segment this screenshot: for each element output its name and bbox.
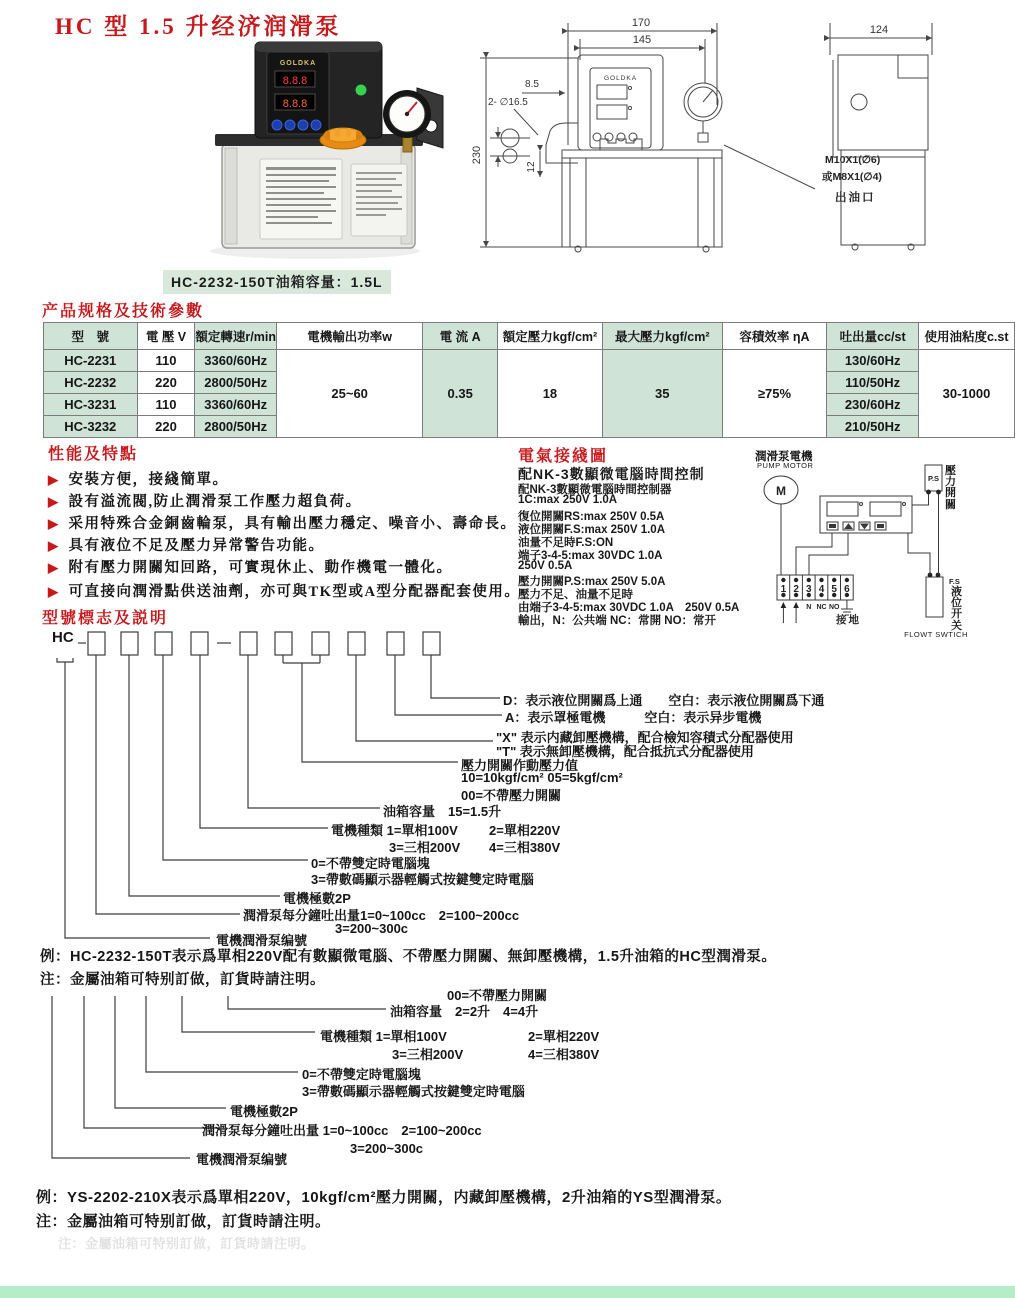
wiring-line: 250V 0.5A: [518, 560, 573, 572]
model2-clipped-text: 00=不帶壓力開關: [447, 988, 548, 1003]
cell-voltage: 220: [137, 372, 195, 394]
col-header-max-pressure: 最大壓力kgf/cm²: [602, 323, 722, 350]
ghost-note-text: 注：金屬油箱可特别訂做，訂貨時請注明。: [58, 1236, 315, 1251]
bullet-triangle-icon: ▶: [48, 494, 60, 509]
bullet-triangle-icon: ▶: [48, 516, 60, 531]
terminal-number: 5: [831, 584, 837, 595]
filler-cap: [320, 128, 366, 149]
cell-viscosity: 30-1000: [919, 350, 1015, 438]
feature-text: 可直接向潤滑點供送油劑，亦可與TK型或A型分配器配套使用。: [68, 584, 521, 600]
specs-section-title: 产品规格及技術參數: [42, 303, 205, 320]
wiring-diagram: [748, 443, 1015, 643]
model2-label-motor1: 電機種類 1=單相100V: [320, 1029, 447, 1044]
photo-brand-text: GOLDKA: [279, 60, 317, 67]
feature-text: 設有溢流閥,防止潤滑泵工作壓力超負荷。: [68, 494, 362, 510]
dim-holes: 2- ∅16.5: [488, 97, 528, 108]
level-switch-vertical-label: 液位开关: [951, 586, 962, 632]
wiring-line: 壓力不足、油量不足時: [518, 589, 633, 601]
model1-label-discharge: 潤滑泵每分鐘吐出量1=0~100cc 2=100~200cc: [243, 908, 520, 923]
thread-label-2: 或M8X1(∅4): [822, 171, 882, 183]
model1-label-timer0: 0=不帶雙定時電腦塊: [311, 856, 430, 871]
model1-label-x: "X" 表示内藏卸壓機構，配合檢知容積式分配器使用: [496, 730, 794, 745]
col-header-efficiency: 容積效率 ηA: [722, 323, 827, 350]
model1-label-motor2: 2=單相220V: [489, 823, 561, 838]
model1-label-t: "T" 表示無卸壓機構，配合抵抗式分配器使用: [496, 744, 754, 759]
model1-label-discharge3: 3=200~300c: [335, 921, 409, 936]
cell-max-pressure: 35: [602, 350, 722, 438]
spec-table: [43, 322, 1015, 438]
feature-item: [48, 534, 325, 555]
cell-speed: 3360/60Hz: [195, 350, 277, 372]
cell-model: HC-2231: [44, 350, 138, 372]
motor-m-label: M: [776, 484, 786, 498]
wiring-line: 壓力開關P.S:max 250V 5.0A: [518, 576, 666, 588]
display-digits-bottom: 8.8.8: [282, 98, 308, 110]
pressure-switch-vertical-label: 壓力開關: [945, 465, 956, 511]
cell-efficiency: ≥75%: [722, 350, 827, 438]
model1-label-pressure-title: 壓力開關作動壓力值: [461, 758, 579, 773]
cell-output: 210/50Hz: [827, 416, 919, 438]
wiring-line: 1C:max 250V 1.0A: [518, 494, 618, 506]
feature-text: 采用特殊合金銅齒輪泵，具有輸出壓力穩定、噪音小、壽命長。: [68, 516, 517, 532]
model1-label-timer3: 3=帶數碼顯示器輕觸式按鍵雙定時電腦: [311, 872, 534, 887]
model2-label-tank: 油箱容量 2=2升 4=4升: [390, 1004, 539, 1019]
wiring-line: 復位開關RS:max 250V 0.5A: [518, 511, 665, 523]
outlet-label: 出油口: [835, 192, 876, 204]
col-header-speed: 額定轉速r/min: [195, 323, 277, 350]
feature-item: [48, 490, 362, 511]
dim-145: 145: [632, 34, 652, 46]
cell-voltage: 110: [137, 394, 195, 416]
bullet-triangle-icon: ▶: [48, 584, 60, 599]
model2-label-motor3: 3=三相200V: [392, 1047, 464, 1062]
cell-output: 230/60Hz: [827, 394, 919, 416]
wiring-line: 輸出，N：公共端 NC：常開 NO：常开: [518, 615, 717, 627]
model2-label-timer0: 0=不帶雙定時電腦塊: [302, 1067, 421, 1082]
fs-label: F.S: [949, 577, 960, 586]
thread-label-1: M10X1(∅6): [825, 154, 881, 166]
cell-speed: 2800/50Hz: [195, 372, 277, 394]
pump-motor-label-cn: 潤滑泵電機: [755, 451, 813, 463]
cell-rated-pressure: 18: [498, 350, 603, 438]
col-header-viscosity: 使用油粘度c.st: [919, 323, 1015, 350]
cell-voltage: 220: [137, 416, 195, 438]
model1-note: 注：金屬油箱可特别訂做，訂貨時請注明。: [40, 972, 325, 988]
ground-label: 接地: [836, 614, 861, 626]
bullet-triangle-icon: ▶: [48, 538, 60, 553]
cell-speed: 3360/60Hz: [195, 394, 277, 416]
dim-12: 12: [526, 161, 537, 173]
model1-label-motor4: 4=三相380V: [489, 840, 561, 855]
feature-text: 安裝方便，接綫簡單。: [68, 472, 229, 488]
model1-label-serial: 電機潤滑泵编號: [216, 933, 308, 948]
dim-230: 230: [471, 145, 483, 165]
footer-green-bar: [0, 1286, 1015, 1298]
model2-label-motor4: 4=三相380V: [528, 1047, 600, 1062]
wiring-section-title: 電氣接綫圖: [518, 448, 609, 465]
col-header-rated-pressure: 額定壓力kgf/cm²: [498, 323, 603, 350]
cell-power: 25~60: [276, 350, 422, 438]
wiring-line: 油量不足時F.S:ON: [518, 537, 614, 549]
display-digits-top: 8.8.8: [282, 75, 308, 87]
wiring-line-bold: 配NK-3數顯微電腦時間控制: [518, 466, 705, 482]
bullet-triangle-icon: ▶: [48, 560, 60, 575]
drawing-brand: GOLDKA: [603, 75, 638, 82]
technical-drawing: [470, 5, 1015, 267]
feature-item: [48, 556, 453, 577]
model1-label-poles: 電機極數2P: [283, 891, 351, 906]
model2-label-poles: 電機極數2P: [230, 1104, 298, 1119]
model1-example: 例：HC-2232-150T表示爲單相220V配有數顯微電腦、不帶壓力開關、無卸壓機構，1.5升油箱的HC型潤滑泵。: [40, 949, 777, 965]
model2-label-discharge: 潤滑泵每分鐘吐出量 1=0~100cc 2=100~200cc: [202, 1123, 482, 1138]
wiring-line: 端子3-4-5:max 30VDC 1.0A: [518, 550, 663, 562]
cell-output: 130/60Hz: [827, 350, 919, 372]
model1-prefix: HC: [52, 629, 74, 646]
col-header-voltage: 電 壓 V: [137, 323, 195, 350]
model1-label-motor1: 電機種類 1=單相100V: [331, 823, 458, 838]
terminal-number: 6: [844, 584, 850, 595]
feature-item: [48, 580, 520, 601]
power-led: [356, 85, 367, 96]
features-section-title: 性能及特點: [48, 446, 139, 463]
cell-model: HC-3231: [44, 394, 138, 416]
cell-model: HC-2232: [44, 372, 138, 394]
contact-n-label: N: [806, 604, 812, 611]
cell-current: 0.35: [423, 350, 498, 438]
model2-label-discharge3: 3=200~300c: [350, 1141, 424, 1156]
cell-speed: 2800/50Hz: [195, 416, 277, 438]
model2-example: 例：YS-2202-210X表示爲單相220V，10kgf/cm²壓力開關，内藏卸壓機構，2升油箱的YS型潤滑泵。: [36, 1189, 732, 1206]
page-title: HC 型 1.5 升经济润滑泵: [55, 14, 342, 39]
model1-label-pressure-values: 10=10kgf/cm² 05=5kgf/cm²: [461, 770, 623, 785]
feature-item: [48, 468, 229, 489]
model2-label-serial: 電機潤滑泵编號: [196, 1152, 288, 1167]
model1-label-motor3: 3=三相200V: [389, 840, 461, 855]
model-section-title: 型號標志及説明: [42, 610, 169, 627]
col-header-power: 電機輸出功率w: [276, 323, 422, 350]
model1-label-pressure-none: 00=不帶壓力開關: [461, 788, 562, 803]
bullet-triangle-icon: ▶: [48, 472, 60, 487]
contact-no-label: NO: [828, 604, 840, 611]
wiring-line: 由端子3-4-5:max 30VDC 1.0A 250V 0.5A: [518, 602, 740, 614]
float-switch-label: FLOWT SWTICH: [904, 630, 968, 639]
cell-output: 110/50Hz: [827, 372, 919, 394]
terminal-number: 1: [780, 584, 787, 595]
terminal-number: 2: [793, 584, 799, 595]
dim-85: 8.5: [525, 79, 539, 90]
terminal-number: 4: [818, 584, 825, 595]
product-photo: [165, 36, 455, 264]
table-header-row: [44, 323, 1015, 350]
cell-model: HC-3232: [44, 416, 138, 438]
feature-text: 具有液位不足及壓力异常警告功能。: [68, 538, 325, 554]
col-header-current: 電 流 A: [423, 323, 498, 350]
dim-170: 170: [631, 17, 651, 29]
model1-label-a: A：表示罩極電機 空白：表示异步電機: [505, 710, 762, 725]
col-header-model: 型 號: [44, 323, 138, 350]
feature-text: 附有壓力開關知回路，可實現休止、動作機電一體化。: [68, 560, 453, 576]
wiring-line: 液位開關F.S:max 250V 1.0A: [518, 524, 666, 536]
photo-caption: HC-2232-150T油箱容量：1.5L: [163, 270, 391, 294]
wiring-line: 配NK-3數顯微電腦時間控制器: [518, 484, 672, 496]
contact-nc-label: NC: [816, 604, 827, 611]
model1-label-d: D：表示液位開關爲上通 空白：表示液位開關爲下通: [503, 693, 825, 708]
model1-label-tank: 油箱容量 15=1.5升: [383, 804, 502, 819]
feature-item: [48, 512, 517, 533]
col-header-output: 吐出量cc/st: [827, 323, 919, 350]
dim-124: 124: [869, 24, 889, 36]
pump-motor-label-en: PUMP MOTOR: [757, 461, 814, 470]
cell-voltage: 110: [137, 350, 195, 372]
model2-note: 注：金屬油箱可特别訂做，訂貨時請注明。: [36, 1213, 331, 1230]
table-row: [44, 350, 1015, 372]
model2-label-timer3: 3=帶數碼顯示器輕觸式按鍵雙定時電腦: [302, 1084, 525, 1099]
model2-label-motor2: 2=單相220V: [528, 1029, 600, 1044]
terminal-number: 3: [806, 584, 812, 595]
ps-label: P.S: [927, 474, 940, 483]
